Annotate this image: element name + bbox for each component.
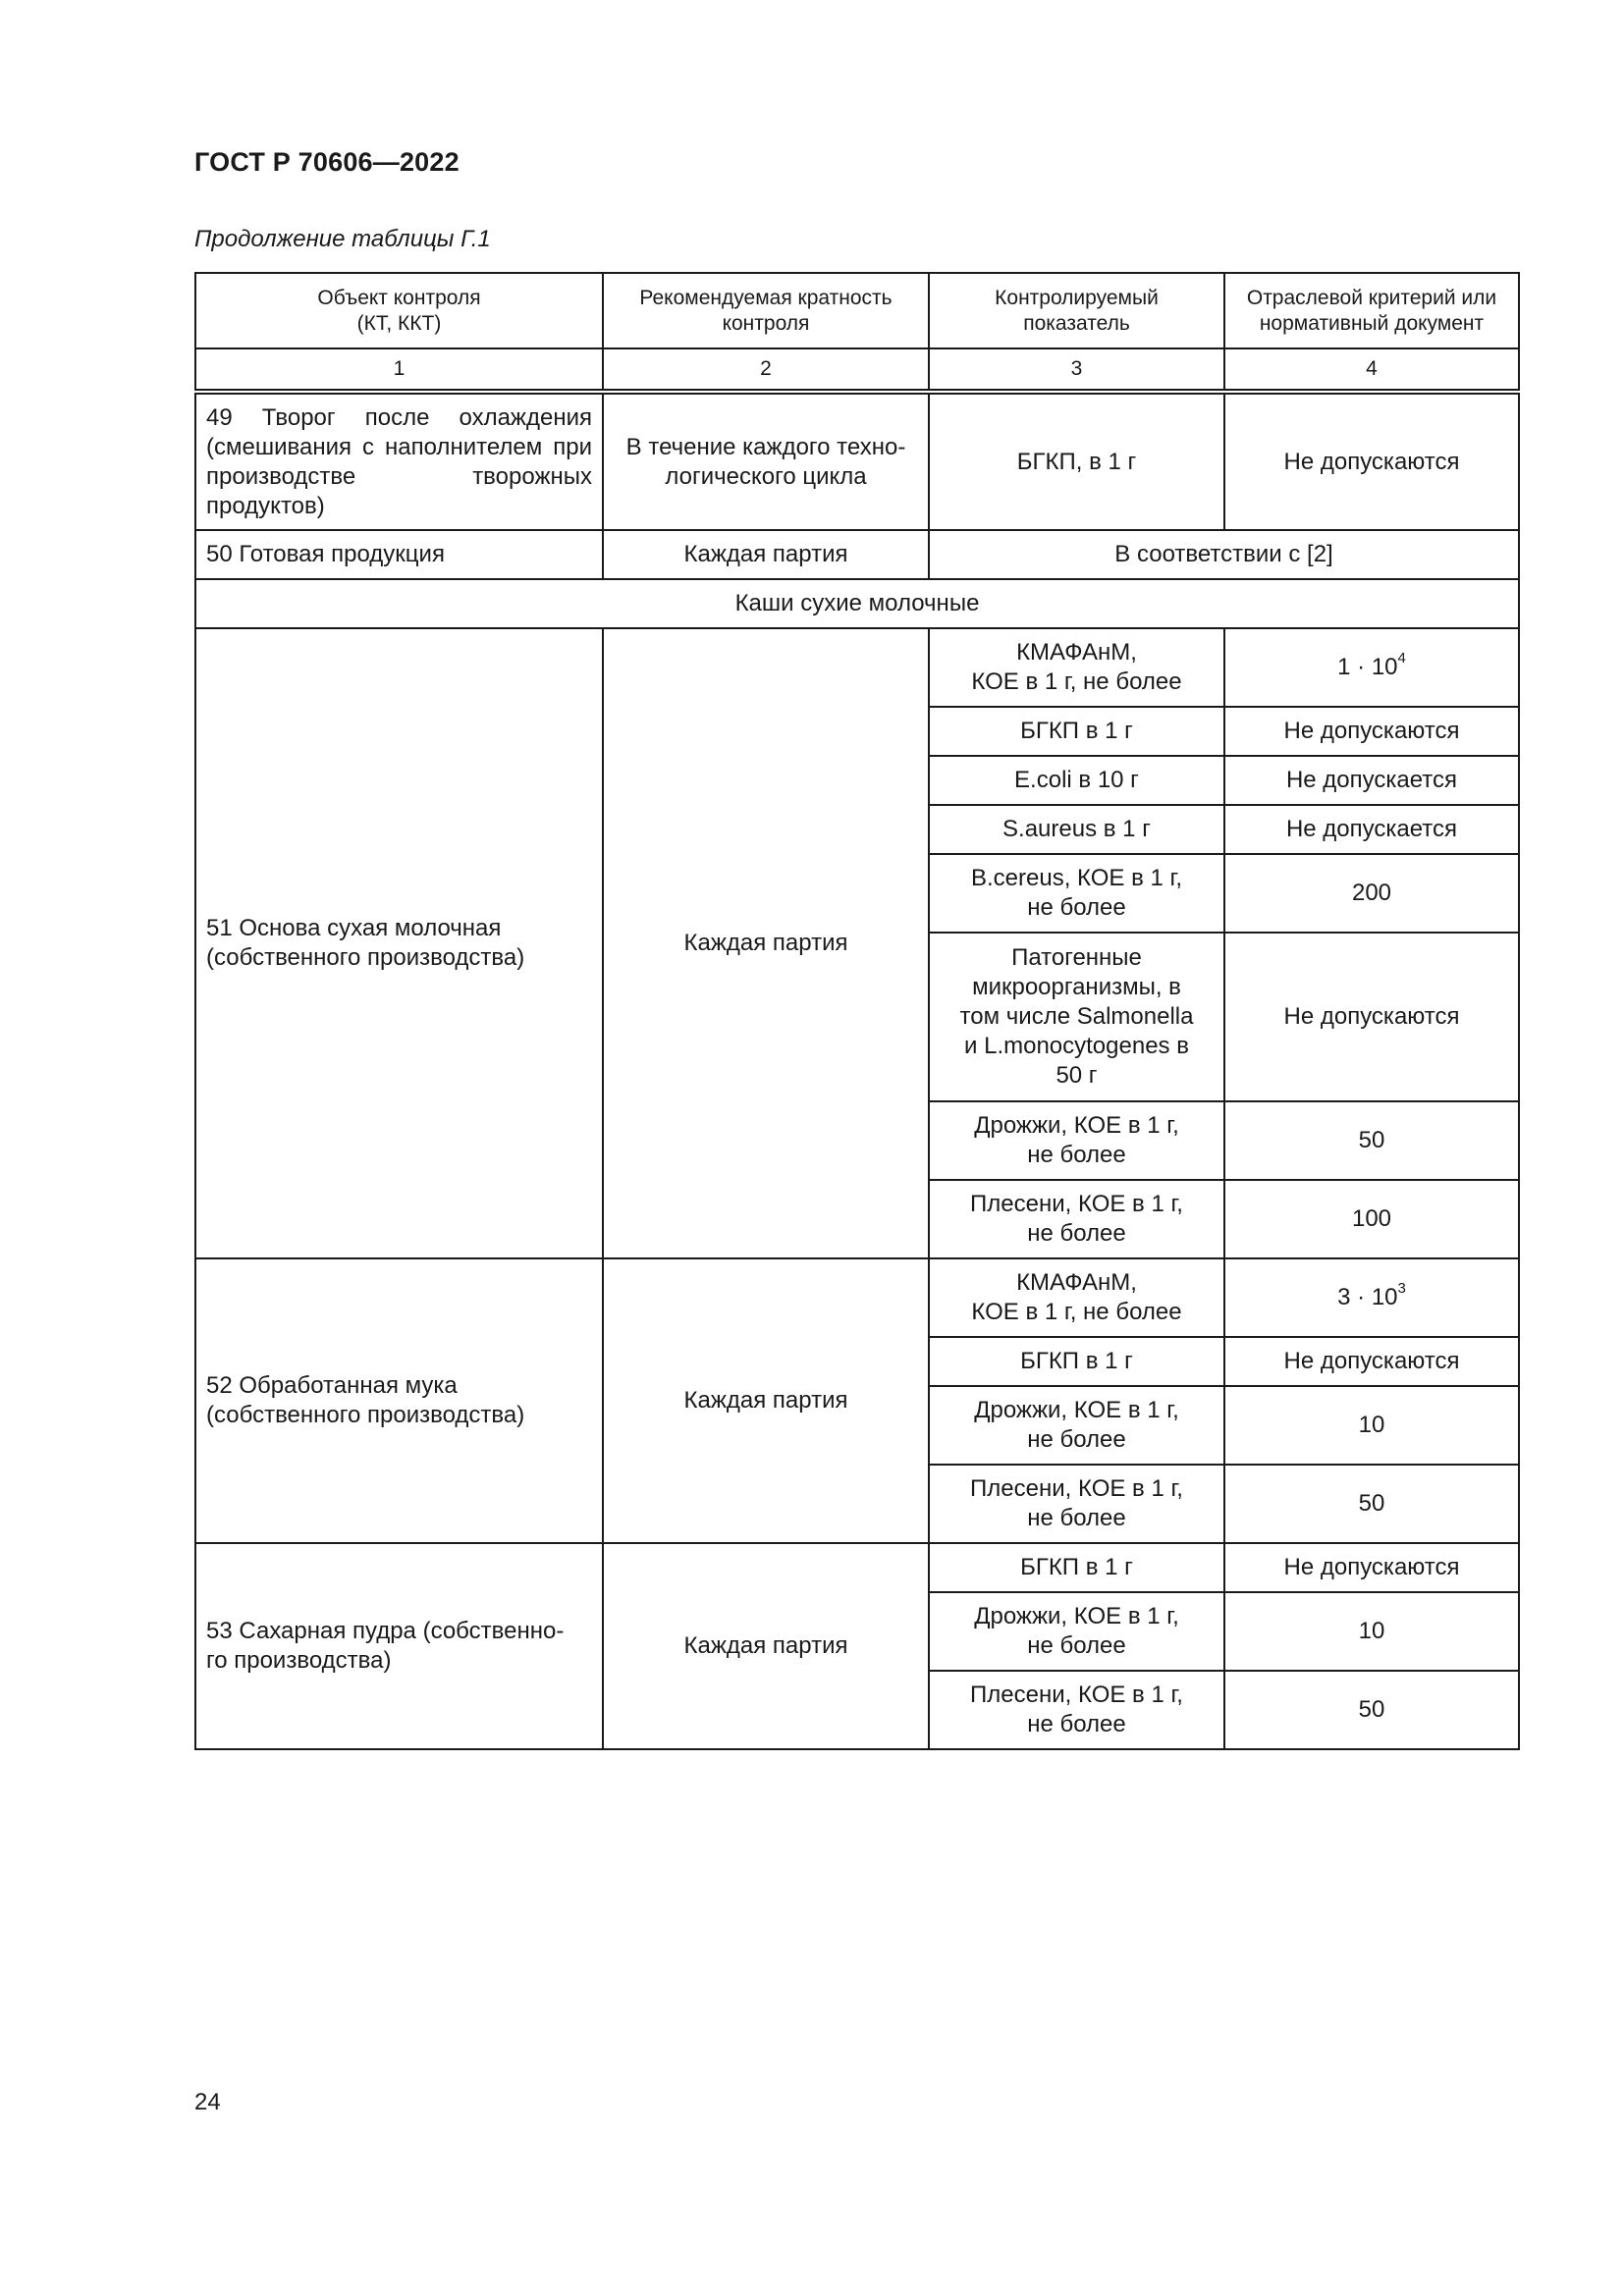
indicator-cell: Патогенные микроорганизмы, в том числе Salmonella и L.monocytogenes в 50 г bbox=[929, 933, 1224, 1101]
criterion-cell: 10 bbox=[1224, 1592, 1519, 1671]
criterion-merged-cell: В соответствии с [2] bbox=[929, 530, 1519, 579]
frequency-cell: В течение каждого техно- логического цикла bbox=[603, 392, 929, 530]
table-header-row bbox=[195, 273, 1519, 348]
section-title: Каши сухие молочные bbox=[195, 579, 1519, 628]
object-cell: 52 Обработанная мука (собственного производства) bbox=[195, 1258, 603, 1543]
object-cell: 49 Творог после охлаждения (смешивания с наполнителем при производстве творожных продуктов) bbox=[195, 392, 603, 530]
column-header-criterion: Отраслевой критерий или нормативный документ bbox=[1224, 273, 1519, 348]
table-row-53 bbox=[195, 1543, 1519, 1592]
indicator-cell: БГКП в 1 г bbox=[929, 707, 1224, 756]
frequency-cell: Каждая партия bbox=[603, 628, 929, 1258]
indicator-cell: Плесени, КОЕ в 1 г, не более bbox=[929, 1671, 1224, 1749]
criterion-cell: 10 bbox=[1224, 1386, 1519, 1465]
column-header-object: Объект контроля (КТ, ККТ) bbox=[195, 273, 603, 348]
criterion-cell: Не допускается bbox=[1224, 805, 1519, 854]
indicator-cell: БГКП, в 1 г bbox=[929, 392, 1224, 530]
column-number: 1 bbox=[195, 348, 603, 392]
column-number: 4 bbox=[1224, 348, 1519, 392]
criterion-cell: Не допускаются bbox=[1224, 707, 1519, 756]
column-header-indicator: Контролируемый показатель bbox=[929, 273, 1224, 348]
column-number: 3 bbox=[929, 348, 1224, 392]
criterion-cell: 50 bbox=[1224, 1101, 1519, 1180]
table-row-52 bbox=[195, 1258, 1519, 1337]
page-number: 24 bbox=[194, 2089, 221, 2115]
indicator-cell: E.coli в 10 г bbox=[929, 756, 1224, 805]
column-number: 2 bbox=[603, 348, 929, 392]
indicator-cell: КМАФАнМ, КОЕ в 1 г, не более bbox=[929, 628, 1224, 707]
indicator-cell: БГКП в 1 г bbox=[929, 1543, 1224, 1592]
criterion-cell: Не допускаются bbox=[1224, 1337, 1519, 1386]
table-row-49 bbox=[195, 392, 1519, 530]
indicator-cell: БГКП в 1 г bbox=[929, 1337, 1224, 1386]
column-header-frequency: Рекомендуемая кратность контроля bbox=[603, 273, 929, 348]
frequency-cell: Каждая партия bbox=[603, 1543, 929, 1749]
object-cell: 53 Сахарная пудра (собственно- го производства) bbox=[195, 1543, 603, 1749]
indicator-cell: Плесени, КОЕ в 1 г, не более bbox=[929, 1180, 1224, 1258]
frequency-cell: Каждая партия bbox=[603, 1258, 929, 1543]
table-caption: Продолжение таблицы Г.1 bbox=[194, 226, 491, 252]
indicator-cell: Дрожжи, КОЕ в 1 г, не более bbox=[929, 1386, 1224, 1465]
indicator-cell: Дрожжи, КОЕ в 1 г, не более bbox=[929, 1592, 1224, 1671]
indicator-cell: Дрожжи, КОЕ в 1 г, не более bbox=[929, 1101, 1224, 1180]
indicator-cell: S.aureus в 1 г bbox=[929, 805, 1224, 854]
table-row-50 bbox=[195, 530, 1519, 579]
document-header: ГОСТ Р 70606—2022 bbox=[194, 147, 460, 177]
object-cell: 50 Готовая продукция bbox=[195, 530, 603, 579]
criterion-cell: 50 bbox=[1224, 1465, 1519, 1543]
criterion-cell: $3 \cdot 10^3$ bbox=[1224, 1258, 1519, 1337]
criterion-cell: Не допускаются bbox=[1224, 392, 1519, 530]
object-cell: 51 Основа сухая молочная (собственного производства) bbox=[195, 628, 603, 1258]
column-number-row bbox=[195, 348, 1519, 392]
criterion-cell: Не допускаются bbox=[1224, 1543, 1519, 1592]
criterion-cell: Не допускается bbox=[1224, 756, 1519, 805]
table-row-51 bbox=[195, 628, 1519, 707]
criterion-cell: Не допускаются bbox=[1224, 933, 1519, 1101]
control-table bbox=[194, 272, 1520, 1750]
indicator-cell: B.cereus, КОЕ в 1 г, не более bbox=[929, 854, 1224, 933]
frequency-cell: Каждая партия bbox=[603, 530, 929, 579]
criterion-cell: $1 \cdot 10^4$ bbox=[1224, 628, 1519, 707]
criterion-cell: 50 bbox=[1224, 1671, 1519, 1749]
section-row bbox=[195, 579, 1519, 628]
indicator-cell: КМАФАнМ, КОЕ в 1 г, не более bbox=[929, 1258, 1224, 1337]
indicator-cell: Плесени, КОЕ в 1 г, не более bbox=[929, 1465, 1224, 1543]
criterion-cell: 200 bbox=[1224, 854, 1519, 933]
criterion-cell: 100 bbox=[1224, 1180, 1519, 1258]
